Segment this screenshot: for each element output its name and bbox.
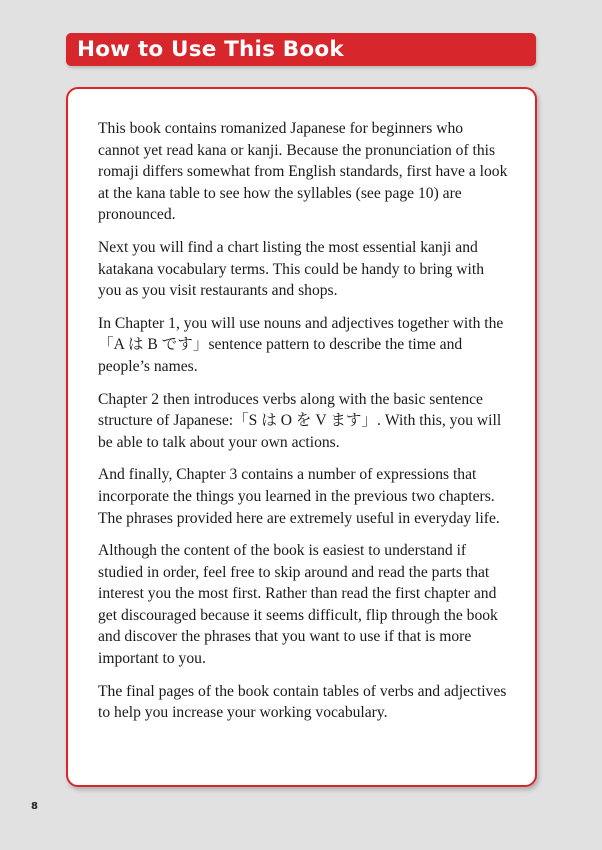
paragraph-chapter-1: In Chapter 1, you will use nouns and adjectives together with the「A は B です」sentence pattern to describe the time and people’s names. [98,314,504,375]
content-box [66,87,537,787]
paragraph-final-pages: The final pages of the book contain tables of verbs and adjectives to help you increase your working vocabulary. [98,682,507,722]
paragraph-chapter-3: And finally, Chapter 3 contains a number of expressions that incorporate the things you learned in the previous two chapters. The phrases provided here are extremely useful in everyday life. [98,466,500,527]
body-text [98,118,508,735]
paragraph-kanji-chart: Next you will find a chart listing the most essential kanji and katakana vocabulary terms. This could be handy to bring with you as you visit restaurants and shops. [98,238,484,300]
paragraph-intro: This book contains romanized Japanese for beginners who cannot yet read kana or kanji. Because the pronunciation of this romaji differs somewhat from English standards, first have a look at the kana table to see how the syllables (see page 10) are pronounced. [98,120,508,224]
section-header-bar [66,33,536,66]
page-number: 8 [31,801,38,812]
paragraph-chapter-2: Chapter 2 then introduces verbs along with the basic sentence structure of Japanese:「S は O を V ます」. With this, you will be able to talk about your own actions. [98,390,502,451]
paragraph-reading-order: Although the content of the book is easiest to understand if studied in order, feel free to skip around and read the parts that interest you the most first. Rather than read the first chapter and get discouraged because it seems difficult, flip through the book and discover the phrases that you want to use if that is more important to you. [98,542,498,668]
page-title: How to Use This Book [77,37,344,62]
